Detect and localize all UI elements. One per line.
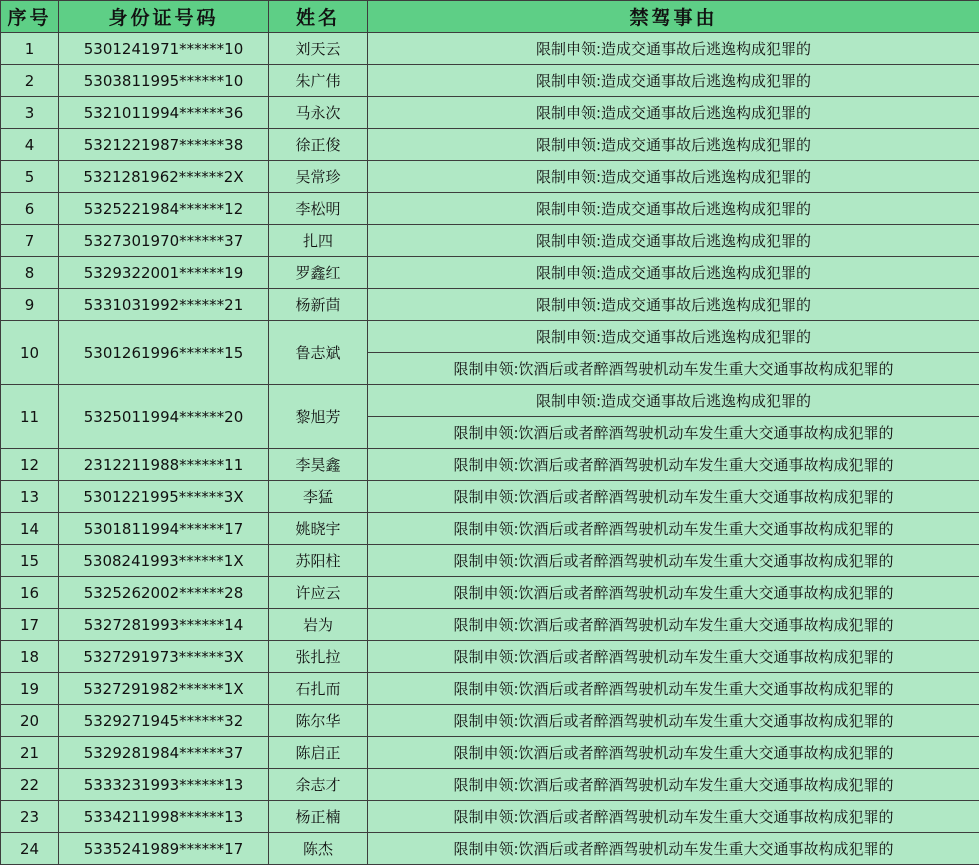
cell-no: 15 bbox=[1, 545, 59, 577]
cell-no: 13 bbox=[1, 481, 59, 513]
cell-reason: 限制申领:造成交通事故后逃逸构成犯罪的 bbox=[368, 225, 979, 257]
table-body bbox=[1, 33, 979, 865]
header-name: 姓名 bbox=[269, 1, 368, 33]
table-row bbox=[1, 705, 979, 737]
table-row bbox=[1, 545, 979, 577]
cell-no: 6 bbox=[1, 193, 59, 225]
table-row bbox=[1, 673, 979, 705]
cell-name: 余志才 bbox=[269, 769, 368, 801]
cell-no: 20 bbox=[1, 705, 59, 737]
cell-name: 苏阳柱 bbox=[269, 545, 368, 577]
cell-id: 5301241971******10 bbox=[59, 33, 269, 65]
cell-reason: 限制申领:饮酒后或者醉酒驾驶机动车发生重大交通事故构成犯罪的 bbox=[368, 769, 979, 801]
cell-no: 17 bbox=[1, 609, 59, 641]
table-row bbox=[1, 257, 979, 289]
cell-id: 5301221995******3X bbox=[59, 481, 269, 513]
header-row bbox=[1, 1, 979, 33]
cell-id: 5303811995******10 bbox=[59, 65, 269, 97]
header-reason: 禁驾事由 bbox=[368, 1, 979, 33]
cell-reason: 限制申领:造成交通事故后逃逸构成犯罪的 bbox=[368, 33, 979, 65]
table-row bbox=[1, 481, 979, 513]
cell-reason: 限制申领:造成交通事故后逃逸构成犯罪的 bbox=[368, 289, 979, 321]
cell-id: 5321221987******38 bbox=[59, 129, 269, 161]
table-row bbox=[1, 385, 979, 417]
cell-no: 22 bbox=[1, 769, 59, 801]
cell-id: 5325221984******12 bbox=[59, 193, 269, 225]
cell-no: 18 bbox=[1, 641, 59, 673]
cell-reason: 限制申领:饮酒后或者醉酒驾驶机动车发生重大交通事故构成犯罪的 bbox=[368, 833, 979, 865]
cell-name: 杨正楠 bbox=[269, 801, 368, 833]
cell-id: 5327291973******3X bbox=[59, 641, 269, 673]
cell-no: 12 bbox=[1, 449, 59, 481]
cell-reason: 限制申领:饮酒后或者醉酒驾驶机动车发生重大交通事故构成犯罪的 bbox=[368, 609, 979, 641]
table-row bbox=[1, 65, 979, 97]
cell-name: 杨新茴 bbox=[269, 289, 368, 321]
cell-name: 吴常珍 bbox=[269, 161, 368, 193]
cell-name: 陈杰 bbox=[269, 833, 368, 865]
table-row bbox=[1, 193, 979, 225]
cell-no: 3 bbox=[1, 97, 59, 129]
table-row bbox=[1, 289, 979, 321]
header-no: 序号 bbox=[1, 1, 59, 33]
cell-no: 23 bbox=[1, 801, 59, 833]
cell-id: 5321011994******36 bbox=[59, 97, 269, 129]
table-row bbox=[1, 609, 979, 641]
cell-no: 7 bbox=[1, 225, 59, 257]
table-row bbox=[1, 769, 979, 801]
cell-name: 徐正俊 bbox=[269, 129, 368, 161]
table-row bbox=[1, 641, 979, 673]
cell-reason: 限制申领:饮酒后或者醉酒驾驶机动车发生重大交通事故构成犯罪的 bbox=[368, 513, 979, 545]
cell-id: 5327281993******14 bbox=[59, 609, 269, 641]
cell-id: 5301811994******17 bbox=[59, 513, 269, 545]
cell-reason: 限制申领:饮酒后或者醉酒驾驶机动车发生重大交通事故构成犯罪的 bbox=[368, 481, 979, 513]
cell-id: 5333231993******13 bbox=[59, 769, 269, 801]
cell-id: 5334211998******13 bbox=[59, 801, 269, 833]
table-row bbox=[1, 833, 979, 865]
cell-name: 马永次 bbox=[269, 97, 368, 129]
cell-name: 鲁志斌 bbox=[269, 321, 368, 385]
table-row bbox=[1, 801, 979, 833]
table-row bbox=[1, 97, 979, 129]
cell-reason: 限制申领:造成交通事故后逃逸构成犯罪的 bbox=[368, 97, 979, 129]
cell-id: 5331031992******21 bbox=[59, 289, 269, 321]
cell-id: 5325262002******28 bbox=[59, 577, 269, 609]
cell-no: 2 bbox=[1, 65, 59, 97]
cell-name: 陈尔华 bbox=[269, 705, 368, 737]
cell-no: 5 bbox=[1, 161, 59, 193]
cell-name: 朱广伟 bbox=[269, 65, 368, 97]
cell-reason: 限制申领:造成交通事故后逃逸构成犯罪的 bbox=[368, 193, 979, 225]
cell-reason: 限制申领:造成交通事故后逃逸构成犯罪的 bbox=[368, 385, 979, 417]
cell-reason: 限制申领:造成交通事故后逃逸构成犯罪的 bbox=[368, 129, 979, 161]
cell-no: 10 bbox=[1, 321, 59, 385]
cell-reason: 限制申领:饮酒后或者醉酒驾驶机动车发生重大交通事故构成犯罪的 bbox=[368, 417, 979, 449]
cell-name: 岩为 bbox=[269, 609, 368, 641]
cell-name: 张扎拉 bbox=[269, 641, 368, 673]
table-row bbox=[1, 129, 979, 161]
cell-name: 黎旭芳 bbox=[269, 385, 368, 449]
cell-name: 陈启正 bbox=[269, 737, 368, 769]
cell-reason: 限制申领:造成交通事故后逃逸构成犯罪的 bbox=[368, 65, 979, 97]
table-row bbox=[1, 449, 979, 481]
header-id: 身份证号码 bbox=[59, 1, 269, 33]
table-row bbox=[1, 321, 979, 353]
cell-reason: 限制申领:饮酒后或者醉酒驾驶机动车发生重大交通事故构成犯罪的 bbox=[368, 577, 979, 609]
cell-name: 姚晓宇 bbox=[269, 513, 368, 545]
cell-id: 2312211988******11 bbox=[59, 449, 269, 481]
cell-no: 24 bbox=[1, 833, 59, 865]
cell-name: 李昊鑫 bbox=[269, 449, 368, 481]
cell-name: 刘天云 bbox=[269, 33, 368, 65]
cell-name: 扎四 bbox=[269, 225, 368, 257]
cell-id: 5329322001******19 bbox=[59, 257, 269, 289]
cell-no: 8 bbox=[1, 257, 59, 289]
cell-reason: 限制申领:饮酒后或者醉酒驾驶机动车发生重大交通事故构成犯罪的 bbox=[368, 737, 979, 769]
cell-reason: 限制申领:造成交通事故后逃逸构成犯罪的 bbox=[368, 161, 979, 193]
cell-reason: 限制申领:饮酒后或者醉酒驾驶机动车发生重大交通事故构成犯罪的 bbox=[368, 801, 979, 833]
table-row bbox=[1, 577, 979, 609]
cell-no: 16 bbox=[1, 577, 59, 609]
cell-reason: 限制申领:造成交通事故后逃逸构成犯罪的 bbox=[368, 257, 979, 289]
cell-no: 19 bbox=[1, 673, 59, 705]
cell-no: 1 bbox=[1, 33, 59, 65]
cell-no: 21 bbox=[1, 737, 59, 769]
table-row bbox=[1, 513, 979, 545]
cell-no: 4 bbox=[1, 129, 59, 161]
cell-reason: 限制申领:饮酒后或者醉酒驾驶机动车发生重大交通事故构成犯罪的 bbox=[368, 705, 979, 737]
cell-reason: 限制申领:造成交通事故后逃逸构成犯罪的 bbox=[368, 321, 979, 353]
cell-id: 5325011994******20 bbox=[59, 385, 269, 449]
cell-id: 5335241989******17 bbox=[59, 833, 269, 865]
cell-id: 5327291982******1X bbox=[59, 673, 269, 705]
cell-no: 14 bbox=[1, 513, 59, 545]
table-row bbox=[1, 161, 979, 193]
cell-id: 5329281984******37 bbox=[59, 737, 269, 769]
cell-reason: 限制申领:饮酒后或者醉酒驾驶机动车发生重大交通事故构成犯罪的 bbox=[368, 641, 979, 673]
table-row bbox=[1, 737, 979, 769]
cell-reason: 限制申领:饮酒后或者醉酒驾驶机动车发生重大交通事故构成犯罪的 bbox=[368, 353, 979, 385]
cell-name: 罗鑫红 bbox=[269, 257, 368, 289]
cell-name: 李猛 bbox=[269, 481, 368, 513]
cell-id: 5321281962******2X bbox=[59, 161, 269, 193]
cell-name: 石扎而 bbox=[269, 673, 368, 705]
table-row bbox=[1, 33, 979, 65]
cell-reason: 限制申领:饮酒后或者醉酒驾驶机动车发生重大交通事故构成犯罪的 bbox=[368, 673, 979, 705]
cell-id: 5301261996******15 bbox=[59, 321, 269, 385]
cell-id: 5329271945******32 bbox=[59, 705, 269, 737]
cell-reason: 限制申领:饮酒后或者醉酒驾驶机动车发生重大交通事故构成犯罪的 bbox=[368, 545, 979, 577]
cell-id: 5308241993******1X bbox=[59, 545, 269, 577]
cell-name: 许应云 bbox=[269, 577, 368, 609]
table-row bbox=[1, 225, 979, 257]
cell-reason: 限制申领:饮酒后或者醉酒驾驶机动车发生重大交通事故构成犯罪的 bbox=[368, 449, 979, 481]
cell-no: 9 bbox=[1, 289, 59, 321]
cell-name: 李松明 bbox=[269, 193, 368, 225]
cell-no: 11 bbox=[1, 385, 59, 449]
cell-id: 5327301970******37 bbox=[59, 225, 269, 257]
